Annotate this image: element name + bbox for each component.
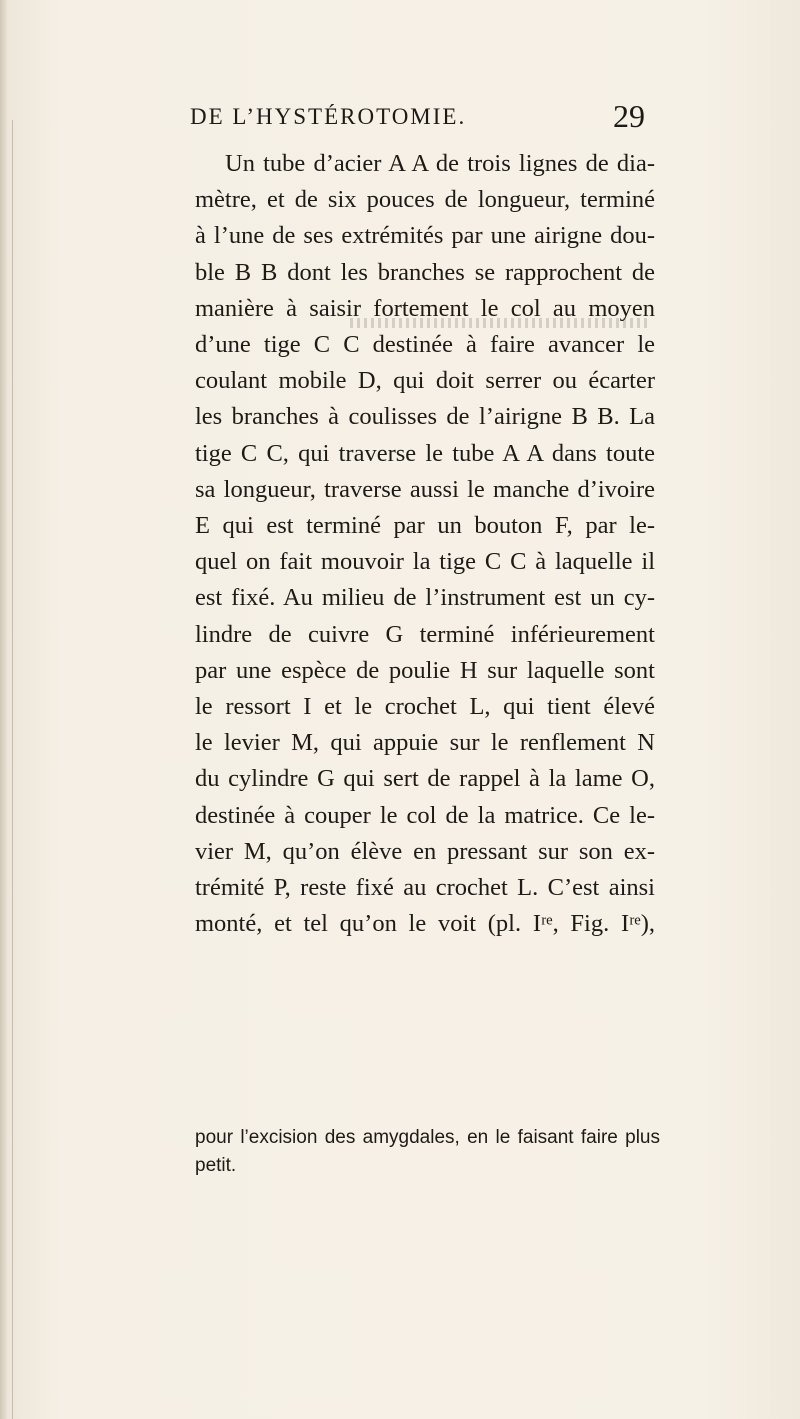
text-line: par une espèce de poulie H sur laquelle sont	[195, 656, 655, 684]
text-line: lindre de cuivre G terminé inférieurement	[195, 620, 655, 648]
text-line: E qui est terminé par un bouton F, par le-	[195, 512, 655, 540]
text-line: mètre, et de six pouces de longueur, terminé	[195, 186, 655, 214]
text-line: ble B B dont les branches se rapprochent de	[195, 258, 655, 286]
text-line: le ressort I et le crochet L, qui tient élevé	[195, 693, 655, 721]
text-line: le levier M, qui appuie sur le renflement N	[195, 729, 655, 757]
text-line: trémité P, reste fixé au crochet L. C’est ainsi	[195, 874, 655, 902]
text-line: à l’une de ses extrémités par une airigne dou-	[195, 222, 655, 250]
text-line: est fixé. Au milieu de l’instrument est un cy-	[195, 584, 655, 612]
text-line: tige C C, qui traverse le tube A A dans toute	[195, 439, 655, 467]
main-paragraph	[195, 146, 655, 942]
text-line: manière à saisir fortement le col au moyen	[195, 294, 655, 322]
text-line: monté, et tel qu’on le voit (pl. Iʳᵉ, Fig. Iʳᵉ),	[195, 910, 655, 938]
text-line: quel on fait mouvoir la tige C C à laquelle il	[195, 548, 655, 576]
footnote-line: petit.	[195, 1155, 237, 1176]
text-line: d’une tige C C destinée à faire avancer le	[195, 331, 655, 359]
page-header	[190, 98, 645, 144]
text-line: du cylindre G qui sert de rappel à la lame O,	[195, 765, 655, 793]
running-title: DE L’HYSTÉROTOMIE.	[190, 104, 467, 129]
page-spine-shadow	[0, 0, 8, 1419]
footnote	[195, 1124, 660, 1180]
text-line: vier M, qu’on élève en pressant sur son ex-	[195, 837, 655, 865]
footnote-line: pour l’excision des amygdales, en le faisant faire plus	[195, 1127, 660, 1148]
text-line: sa longueur, traverse aussi le manche d’ivoire	[195, 475, 655, 503]
text-line: coulant mobile D, qui doit serrer ou écarter	[195, 367, 655, 395]
page-edge-line	[12, 120, 13, 1419]
text-line: Un tube d’acier A A de trois lignes de dia-	[225, 150, 655, 177]
text-line: les branches à coulisses de l’airigne B B. La	[195, 403, 655, 431]
page-number: 29	[613, 98, 645, 134]
text-line: destinée à couper le col de la matrice. Ce le-	[195, 801, 655, 829]
